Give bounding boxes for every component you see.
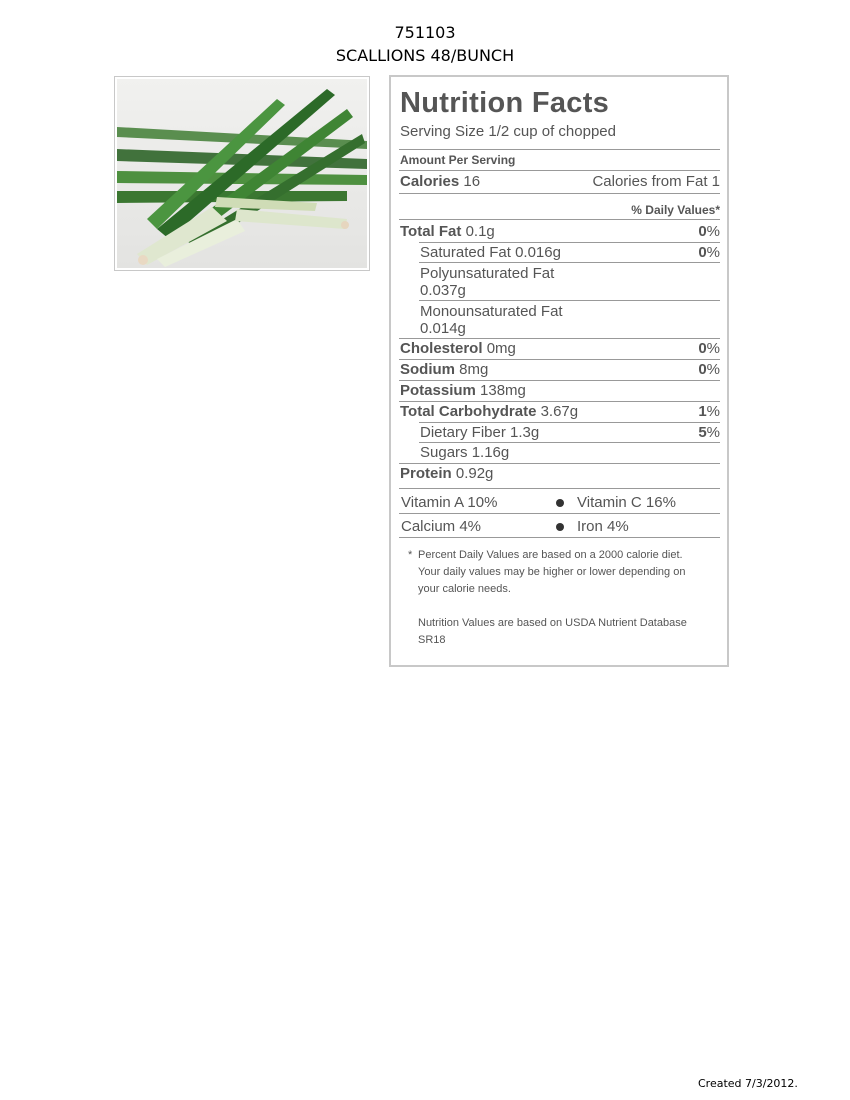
protein-row <box>400 465 493 482</box>
potassium-amount: 138mg <box>480 382 526 399</box>
polyunsaturated-fat-amount: 0.037g <box>420 282 466 299</box>
cholesterol-amount: 0mg <box>486 340 516 357</box>
sodium-label: Sodium <box>400 361 455 378</box>
vitamin-a: Vitamin A 10% <box>401 494 498 511</box>
daily-values-header: % Daily Values* <box>631 203 720 217</box>
total-carbohydrate-dv: 1% <box>698 403 720 420</box>
divider <box>399 219 720 220</box>
sugars-label: Sugars <box>420 444 468 461</box>
serving-size: Serving Size 1/2 cup of chopped <box>400 123 616 140</box>
footnote-line-3: your calorie needs. <box>418 583 511 595</box>
dietary-fiber-amount: 1.3g <box>510 424 540 441</box>
cholesterol-label: Cholesterol <box>400 340 483 357</box>
divider <box>419 422 720 423</box>
total-fat-row <box>400 223 495 240</box>
total-carbohydrate-row <box>400 403 578 420</box>
potassium-label: Potassium <box>400 382 476 399</box>
source-line-1: Nutrition Values are based on USDA Nutrient Database <box>418 617 687 629</box>
product-code: 751103 <box>394 23 456 42</box>
divider <box>419 442 720 443</box>
source-note <box>408 615 728 649</box>
source-line-2: SR18 <box>418 634 446 646</box>
saturated-fat-dv: 0% <box>698 244 720 261</box>
total-fat-dv: 0% <box>698 223 720 240</box>
sugars-row <box>420 444 509 461</box>
cholesterol-row <box>400 340 516 357</box>
divider <box>419 300 720 301</box>
product-photo <box>114 76 370 271</box>
total-carbohydrate-amount: 3.67g <box>540 403 579 420</box>
divider <box>399 401 720 402</box>
sugars-amount: 1.16g <box>471 444 510 461</box>
iron: Iron 4% <box>577 518 629 535</box>
divider <box>399 513 720 514</box>
divider <box>399 359 720 360</box>
divider <box>399 463 720 464</box>
nutrition-facts-panel <box>389 75 729 667</box>
sodium-row <box>400 361 488 378</box>
dietary-fiber-row <box>420 424 539 441</box>
bullet-icon <box>556 499 564 507</box>
calories-value: 16 <box>463 173 481 190</box>
scallions-photo <box>117 79 367 268</box>
divider <box>399 170 720 171</box>
saturated-fat-row <box>420 244 561 261</box>
calories-label: Calories <box>400 173 460 190</box>
divider <box>399 488 720 489</box>
saturated-fat-amount: 0.016g <box>515 244 561 261</box>
amount-per-serving: Amount Per Serving <box>400 153 516 167</box>
potassium-row <box>400 382 526 399</box>
created-date: Created 7/3/2012. <box>698 1077 798 1090</box>
dietary-fiber-dv: 5% <box>698 424 720 441</box>
footnote <box>408 547 718 598</box>
monounsaturated-fat-label: Monounsaturated Fat <box>420 303 563 320</box>
divider <box>419 262 720 263</box>
divider <box>419 242 720 243</box>
total-fat-label: Total Fat <box>400 223 462 240</box>
sodium-amount: 8mg <box>459 361 489 378</box>
protein-label: Protein <box>400 465 452 482</box>
saturated-fat-label: Saturated Fat <box>420 244 511 261</box>
divider <box>399 380 720 381</box>
divider <box>399 338 720 339</box>
footnote-line-1: Percent Daily Values are based on a 2000 calorie diet. <box>418 549 683 561</box>
nutrition-facts-title: Nutrition Facts <box>400 87 610 119</box>
product-name: SCALLIONS 48/BUNCH <box>335 46 515 65</box>
monounsaturated-fat-amount: 0.014g <box>420 320 466 337</box>
calories-row <box>400 173 480 190</box>
calories-from-fat: Calories from Fat 1 <box>592 173 720 190</box>
vitamin-c: Vitamin C 16% <box>577 494 676 511</box>
bullet-icon <box>556 523 564 531</box>
total-fat-amount: 0.1g <box>465 223 495 240</box>
divider <box>399 537 720 538</box>
dietary-fiber-label: Dietary Fiber <box>420 424 506 441</box>
polyunsaturated-fat-row <box>420 265 554 299</box>
monounsaturated-fat-row <box>420 303 563 337</box>
sodium-dv: 0% <box>698 361 720 378</box>
divider <box>399 193 720 194</box>
footnote-star: * <box>408 549 413 561</box>
total-carbohydrate-label: Total Carbohydrate <box>400 403 537 420</box>
protein-amount: 0.92g <box>455 465 494 482</box>
divider <box>399 149 720 150</box>
cholesterol-dv: 0% <box>698 340 720 357</box>
calcium: Calcium 4% <box>401 518 482 535</box>
polyunsaturated-fat-label: Polyunsaturated Fat <box>420 265 555 282</box>
footnote-line-2: Your daily values may be higher or lower depending on <box>418 566 686 578</box>
